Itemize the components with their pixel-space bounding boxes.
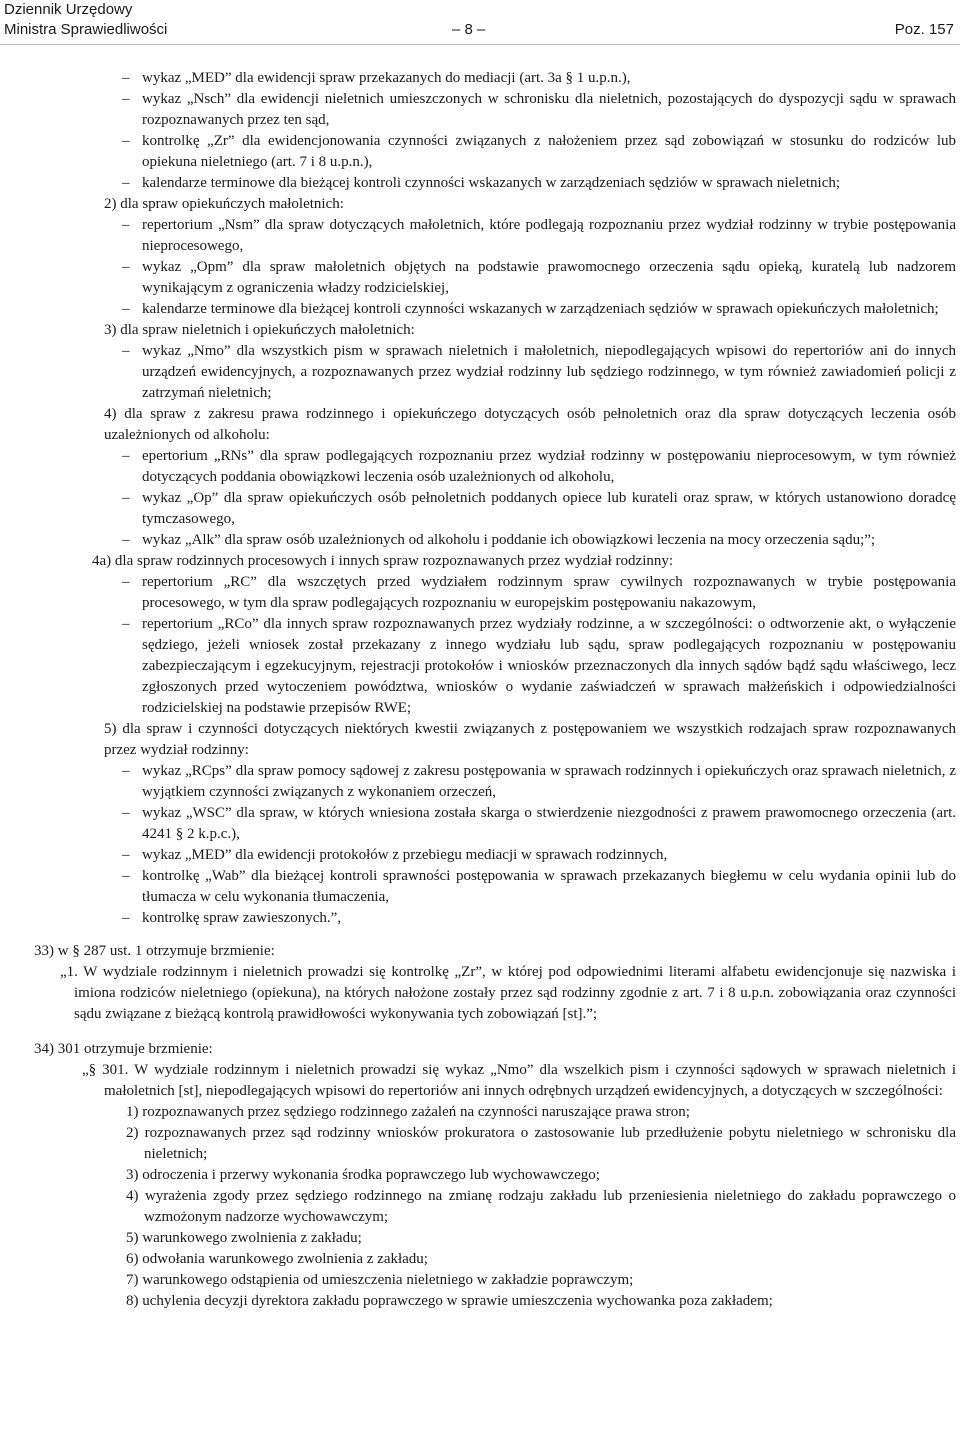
numbered-item: 6) odwołania warunkowego zwolnienia z zakładu; [126, 1251, 428, 1267]
numbered-item: 5) warunkowego zwolnienia z zakładu; [126, 1230, 362, 1246]
spacer [0, 1025, 960, 1039]
dash-marker: – [122, 133, 130, 149]
journal-title-line2: Ministra Sprawiedliwości [4, 21, 168, 38]
document-body [0, 68, 960, 1312]
dash-marker: – [122, 217, 130, 233]
list-item-text: kalendarze terminowe dla bieżącej kontroli czynności wskazanych w zarządzeniach sędziów w sprawach opiekuńczych małoletnich; [142, 301, 939, 317]
section-heading: 33) w § 287 ust. 1 otrzymuje brzmienie: [34, 943, 275, 959]
numbered-item: 2) rozpoznawanych przez sąd rodzinny wniosków prokuratora o zastosowanie lub przedłużenie pobytu nieletniego w schronisku dla nieletnich; [126, 1125, 956, 1162]
dash-marker: – [122, 868, 130, 884]
list-item-text: epertorium „RNs” dla spraw podlegających rozpoznaniu przez wydział rodzinny w postępowaniu nieprocesowym, w tym również dotyczących poddania obowiązkowi leczenia osób uzależnionych od alkoholu, [142, 448, 956, 485]
point-heading: 2) dla spraw opiekuńczych małoletnich: [104, 196, 344, 212]
list-item-text: wykaz „MED” dla ewidencji protokołów z przebiegu mediacji w sprawach rodzinnych, [142, 847, 668, 863]
point-heading-text: 5) dla spraw i czynności dotyczących niektórych kwestii związanych z postępowaniem we wszystkich rodzajach spraw rozpoznawanych przez wydział rodzinny: [104, 721, 956, 758]
numbered-item: 4) wyrażenia zgody przez sędziego rodzinnego na zmianę rodzaju zakładu lub przeniesienia nieletniego do zakładu poprawczego o wzmożonym nadzorze wychowawczym; [126, 1188, 956, 1225]
spacer [0, 929, 960, 941]
list-item [0, 866, 960, 908]
list-item [0, 89, 960, 131]
list-item-text: kontrolkę „Zr” dla ewidencjonowania czynności związanych z nałożeniem przez sąd zobowiązań w stosunku do rodziców lub opiekuna nieletniego (art. 7 i 8 u.p.n.), [142, 133, 956, 170]
dash-marker: – [122, 532, 130, 548]
list-item [0, 845, 960, 866]
list-item-text: wykaz „Nmo” dla wszystkich pism w sprawach nieletnich i małoletnich, niepodlegających wpisowi do repertoriów ani do innych urządzeń ewidencyjnych, a rozpoznawanych przez wydział rodzinny lub sędziego rodzinnego, w tym również zawiadomień policji z zatrzymań nieletnich; [142, 343, 956, 401]
list-item [0, 530, 960, 551]
list-item-text: repertorium „Nsm” dla spraw dotyczących małoletnich, które podlegają rozpoznaniu przez wydział rodzinny w trybie postępowania nieprocesowego, [142, 217, 956, 254]
dash-marker: – [122, 91, 130, 107]
numbered-item: 8) uchylenia decyzji dyrektora zakładu poprawczego w sprawie umieszczenia wychowanka poza zakładem; [126, 1293, 773, 1309]
point-heading-text: 4) dla spraw z zakresu prawa rodzinnego i opiekuńczego dotyczących osób pełnoletnich oraz dla spraw dotyczących leczenia osób uzależnionych od alkoholu: [104, 406, 956, 443]
list-item [0, 131, 960, 173]
list-item [0, 488, 960, 530]
section-text: „§ 301. W wydziale rodzinnym i nieletnich prowadzi się wykaz „Nmo” dla wszelkich pism i czynności sądowych w sprawach nieletnich i małoletnich [st], niepodlegających wpisowi do repertoriów ani innych odrębnych urządzeń ewidencyjnych, a dotyczących w szczególności: [82, 1062, 956, 1099]
list-item-text: wykaz „MED” dla ewidencji spraw przekazanych do mediacji (art. 3a § 1 u.p.n.), [142, 70, 631, 86]
list-item [0, 299, 960, 320]
list-item [0, 341, 960, 404]
dash-marker: – [122, 616, 130, 632]
dash-marker: – [122, 301, 130, 317]
point-heading: 4a) dla spraw rodzinnych procesowych i innych spraw rozpoznawanych przez wydział rodzinny: [92, 553, 674, 569]
list-item-text: wykaz „Op” dla spraw opiekuńczych osób pełnoletnich poddanych opiece lub kurateli oraz spraw, w których ustanowiono doradcę tymczasowego, [142, 490, 956, 527]
journal-title-line1: Dziennik Urzędowy [4, 1, 133, 18]
list-item-text: wykaz „Opm” dla spraw małoletnich objętych na podstawie prawomocnego orzeczenia sądu opieką, kuratelą lub nadzorem wynikającym z ograniczenia władzy rodzicielskiej, [142, 259, 956, 296]
page-header [0, 0, 960, 45]
dash-marker: – [122, 574, 130, 590]
position-number: Poz. 157 [894, 21, 954, 38]
dash-marker: – [122, 490, 130, 506]
journal-title [4, 0, 167, 40]
list-item [0, 803, 960, 845]
list-item [0, 908, 960, 929]
list-item-text: repertorium „RC” dla wszczętych przed wydziałem rodzinnym spraw cywilnych rozpoznawanych w trybie postępowania procesowego, w tym dla spraw podlegających rozpoznaniu w europejskim postępowaniu nakazowym, [142, 574, 956, 611]
list-item-text: kontrolkę „Wab” dla bieżącej kontroli sprawności postępowania w sprawach przekazanych biegłemu w celu wydania opinii lub do tłumacza w celu wykonania tłumaczenia, [142, 868, 956, 905]
list-item-text: repertorium „RCo” dla innych spraw rozpoznawanych przez wydziały rodzinne, a w szczególności: o odtworzenie akt, o wyłączenie sędziego, jeżeli wniosek został przekazany z innego wydziału lub sądu, spraw podlegających rozpoznaniu w postępowaniu zabezpieczającym i egzekucyjnym, rejestracji protokołów i wniosków przeznaczonych dla innych sądów bądź sądu właściwego, lecz zgłoszonych przed wytoczeniem powództwa, wniosków o wydanie zaświadczeń w sprawach małżeńskich i odpowiedzialności rodzicielskiej na podstawie przepisów RWE; [142, 616, 956, 716]
list-item [0, 173, 960, 194]
dash-marker: – [122, 847, 130, 863]
point-heading [0, 719, 960, 761]
numbered-item: 1) rozpoznawanych przez sędziego rodzinnego zażaleń na czynności naruszające prawa stron; [126, 1104, 690, 1120]
list-item-text: kontrolkę spraw zawieszonych.”, [142, 910, 342, 926]
numbered-item: 3) odroczenia i przerwy wykonania środka poprawczego lub wychowawczego; [126, 1167, 600, 1183]
list-item-text: kalendarze terminowe dla bieżącej kontroli czynności wskazanych w zarządzeniach sędziów w sprawach nieletnich; [142, 175, 841, 191]
list-item [0, 572, 960, 614]
dash-marker: – [122, 910, 130, 926]
section-text: „1. W wydziale rodzinnym i nieletnich prowadzi się kontrolkę „Zr”, w której pod odpowiednimi literami alfabetu ewidencjonuje się nazwiska i imiona rodziców nieletniego (opiekuna), na których nałożone zostały przez sąd rodzinny zgodnie z art. 7 i 8 u.p.n. zobowiązania oraz czynności sądu związane z bieżącą kontrolą prawidłowości wykonywania tych zobowiązań [st].”; [60, 964, 956, 1022]
list-item [0, 761, 960, 803]
list-item [0, 68, 960, 89]
page-number: – 8 – [452, 21, 486, 38]
dash-marker: – [122, 175, 130, 191]
list-item-text: wykaz „RCps” dla spraw pomocy sądowej z zakresu postępowania w sprawach rodzinnych i opiekuńczych oraz sprawach nieletnich, z wyjątkiem czynności związanych z wykonaniem orzeczeń, [142, 763, 956, 800]
list-item-text: wykaz „WSC” dla spraw, w których wniesiona została skarga o stwierdzenie niezgodności z prawem prawomocnego orzeczenia (art. 4241 § 2 k.p.c.), [142, 805, 956, 842]
dash-marker: – [122, 805, 130, 821]
list-item [0, 446, 960, 488]
point-heading: 3) dla spraw nieletnich i opiekuńczych małoletnich: [104, 322, 415, 338]
section-heading: 34) 301 otrzymuje brzmienie: [34, 1041, 213, 1057]
list-item-text: wykaz „Alk” dla spraw osób uzależnionych od alkoholu i poddanie ich obowiązkowi leczenia na mocy orzeczenia sądu;”; [142, 532, 876, 548]
dash-marker: – [122, 259, 130, 275]
dash-marker: – [122, 763, 130, 779]
dash-marker: – [122, 70, 130, 86]
dash-marker: – [122, 448, 130, 464]
list-item-text: wykaz „Nsch” dla ewidencji nieletnich umieszczonych w schronisku dla nieletnich, pozostających do dyspozycji sądu w sprawach rozpoznawanych przez ten sąd, [142, 91, 956, 128]
list-item [0, 215, 960, 257]
numbered-item: 7) warunkowego odstąpienia od umieszczenia nieletniego w zakładzie poprawczym; [126, 1272, 634, 1288]
list-item [0, 614, 960, 719]
list-item [0, 257, 960, 299]
dash-marker: – [122, 343, 130, 359]
point-heading [0, 404, 960, 446]
